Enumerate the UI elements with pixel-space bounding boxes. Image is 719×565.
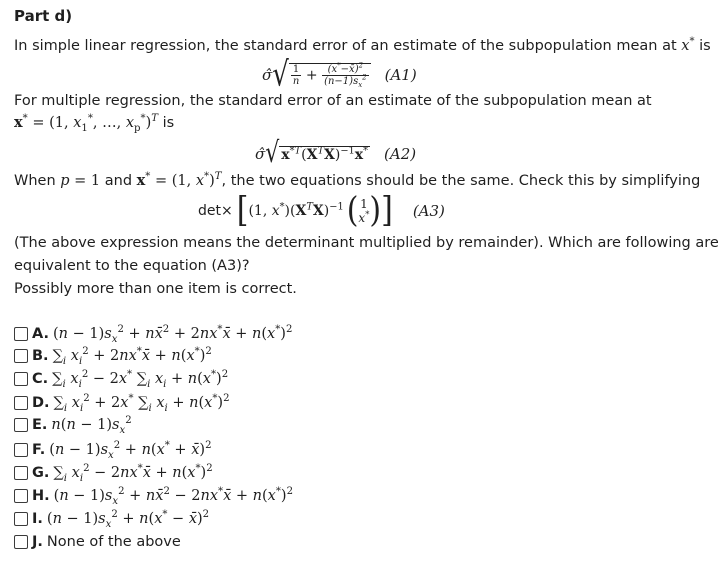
option-label-f: F.: [32, 442, 46, 458]
checkbox-g[interactable]: [14, 466, 28, 480]
x-star-symbol: x*: [681, 36, 695, 54]
option-label-j: J.: [32, 534, 43, 550]
option-formula-e: $n(n - 1)s_x^2$: [51, 415, 132, 436]
checkbox-f[interactable]: [14, 443, 28, 457]
intro-suffix: is: [699, 38, 711, 54]
checkbox-a[interactable]: [14, 327, 28, 341]
checkbox-h[interactable]: [14, 489, 28, 503]
one-over-n: $\frac{1}{n}$: [292, 64, 300, 87]
multi-line: For multiple regression, the standard error of an estimate of the subpopulation mean at: [14, 93, 652, 109]
option-text-j: None of the above: [46, 534, 181, 550]
eq-a1-tag: (A1): [384, 66, 417, 84]
checkbox-c[interactable]: [14, 372, 28, 386]
row-vector: (1, $x^*)(X^TX)^{-1}$: [248, 201, 344, 219]
checkbox-e[interactable]: [14, 418, 28, 432]
option-label-b: B.: [32, 348, 49, 364]
left-paren: (: [346, 190, 359, 231]
option-label-a: A.: [32, 326, 49, 342]
checkbox-j[interactable]: [14, 535, 28, 549]
intro-text: In simple linear regression, the standard error of an estimate of the subpopulation mean at: [14, 38, 677, 54]
sigma-hat: σ̂: [262, 66, 273, 84]
option-formula-g: $\sum_i$ $x_i^2$ − 2nx*x̄ + $n(x^*)^2$: [53, 463, 213, 484]
option-formula-i: $(n - 1)s_x^2 + n(x^*$ − x̄)$^2$: [46, 509, 210, 530]
multi-is: is: [162, 115, 175, 131]
checkbox-i[interactable]: [14, 512, 28, 526]
when-mid: and: [104, 173, 133, 189]
x-star-simple: x* = (1, x*)$^T$: [136, 171, 222, 189]
option-i[interactable]: [14, 509, 209, 529]
checkbox-d[interactable]: [14, 396, 28, 410]
option-label-d: D.: [32, 395, 50, 411]
option-j[interactable]: [14, 532, 181, 552]
option-formula-h: $(n - 1)s_x^2$ + nx̄$^2$ − 2nx*x̄ + $n(x^*)^2$: [53, 486, 294, 507]
option-h[interactable]: [14, 486, 293, 506]
p-equals-1: p = 1: [60, 173, 101, 189]
eq-a3-tag: (A3): [412, 202, 445, 220]
option-label-c: C.: [32, 371, 49, 387]
quadratic-form: $x^{*T}(X^TX)^{-1}x^*$: [281, 144, 369, 163]
det-label: det×: [198, 203, 233, 219]
x-star-definition: = (1, $x_1^*$, …, $x_p^*)^T$: [32, 113, 158, 134]
option-label-e: E.: [32, 417, 48, 433]
when-line: [14, 172, 700, 189]
option-a[interactable]: [14, 324, 292, 344]
x-star-bold: x: [14, 114, 23, 131]
right-bracket: ]: [381, 190, 393, 231]
equation-a2: [255, 137, 417, 170]
option-e[interactable]: [14, 415, 132, 435]
equation-a3: [198, 191, 445, 231]
right-paren: ): [369, 190, 382, 231]
when-prefix: When: [14, 173, 56, 189]
sqrt-symbol: √: [272, 55, 289, 95]
option-c[interactable]: [14, 369, 228, 389]
x-star-vector-line: x* = (1, $x_1^*$, …, $x_p^*)^T$ is: [14, 113, 175, 134]
equation-a1: [262, 55, 417, 95]
note-line-1: (The above expression means the determinant multiplied by remainder). Which are following are: [14, 235, 719, 251]
option-formula-a: $(n - 1)s_x^2$ + nx̄$^2$ + 2nx*x̄ + $n(x^*)^2$: [53, 324, 293, 345]
note-line-2: equivalent to the equation (A3)?: [14, 258, 250, 274]
option-g[interactable]: [14, 463, 213, 483]
option-f[interactable]: [14, 440, 212, 460]
option-label-g: G.: [32, 465, 50, 481]
option-formula-c: $\sum_i$ $x_i^2 - 2x^*$ $\sum_i$ $x_i + n(x^*)^2$: [52, 369, 229, 390]
option-label-i: I.: [32, 511, 43, 527]
deviation-fraction: $\frac{(x^*-x̄)^2}{(n-1)s_x^2}$: [324, 61, 367, 89]
option-b[interactable]: [14, 346, 212, 366]
option-formula-d: $\sum_i$ $x_i^2 + 2x^*$ $\sum_i$ $x_i + n(x^*)^2$: [53, 393, 230, 414]
option-formula-b: $\sum_i$ $x_i^2$ + 2nx*x̄ + $n(x^*)^2$: [52, 346, 212, 367]
eq-a2-tag: (A2): [384, 145, 417, 163]
sqrt-symbol-2: √: [265, 137, 280, 170]
option-formula-f: $(n - 1)s_x^2 + n(x^*$ + x̄)$^2$: [49, 440, 212, 461]
intro-line: [14, 38, 711, 54]
note-line-3: Possibly more than one item is correct.: [14, 281, 297, 297]
part-title: Part d): [14, 7, 73, 25]
when-suffix: , the two equations should be the same. Check this by simplifying: [221, 173, 701, 189]
sqrt-body: $\frac{1}{n}$ + $\frac{(x^*-x̄)^2}{(n-1)s_x^2}$: [289, 63, 371, 87]
sigma-hat-2: σ̂: [255, 145, 266, 163]
option-d[interactable]: [14, 393, 230, 413]
checkbox-b[interactable]: [14, 349, 28, 363]
option-label-h: H.: [32, 488, 50, 504]
column-vector: 1 x*: [358, 197, 370, 225]
left-bracket: [: [236, 190, 249, 231]
